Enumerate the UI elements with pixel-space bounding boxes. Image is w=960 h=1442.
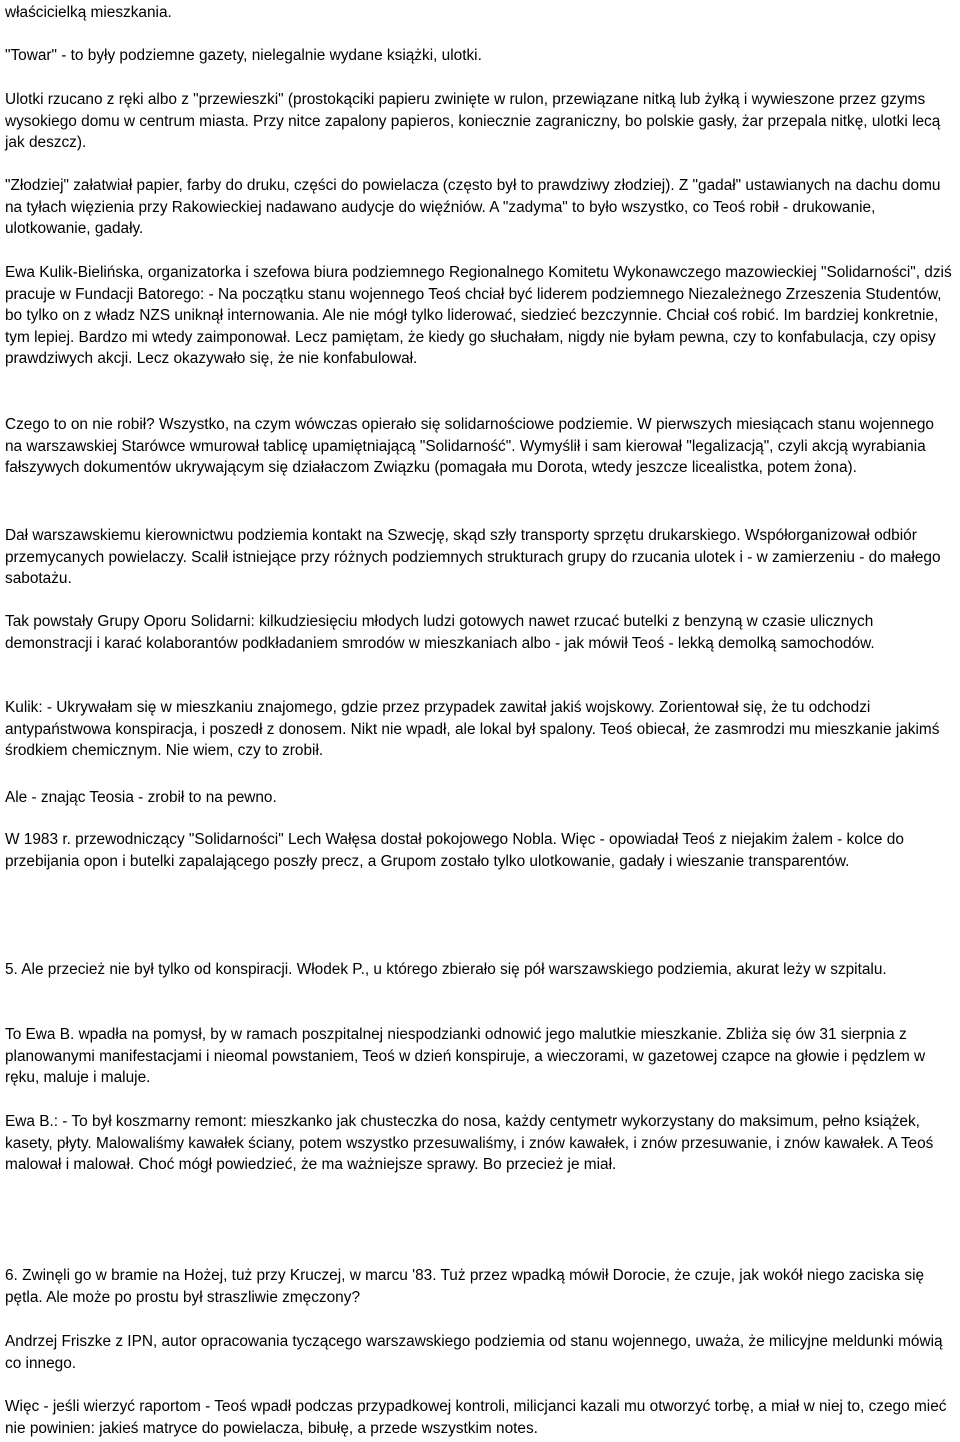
paragraph-14: Ewa B.: - To był koszmarny remont: mieszkanko jak chusteczka do nosa, każdy centymetr wykorzystany do maksimum, pełno książek, kasety, płyty. Malowaliśmy kawałek ściany, potem wszystko przesuwaliśmy, i znów kawałek, i znów przesuwanie, i znów kawałek. A Teoś malował i malował. Choć mógł powiedzieć, że ma ważniejsze sprawy. Bo przecież je miał. [5, 1113, 934, 1174]
paragraph-6: Czego to on nie robił? Wszystko, na czym wówczas opierało się solidarnościowe podziemie. W pierwszych miesiącach stanu wojennego na warszawskiej Starówce wmurował tablicę upamiętniającą "Solidarność". Wymyślił i sam kierował "legalizacją", czyli akcją wyrabiania fałszywych dokumentów ukrywającym się działaczom Związku (pomagała mu Dorota, wtedy jeszcze licealistka, potem żona). [5, 416, 934, 477]
paragraph-5: Ewa Kulik-Bielińska, organizatorka i szefowa biura podziemnego Regionalnego Komitetu Wykonawczego mazowieckiej "Solidarności", dziś pracuje w Fundacji Batorego: - Na początku stanu wojennego Teoś chciał być liderem podziemnego Niezależnego Zrzeszenia Studentów, bo tylko on z władz NZS uniknął internowania. Ale nie mógł tylko liderować, siedzieć bezczynnie. Chciał coś robić. Im bardziej konkretnie, tym lepiej. Bardzo mi wtedy zaimponował. Lecz pamiętam, że kiedy go słuchałam, nigdy nie byłam pewna, czy to konfabulacja, czy opisy prawdziwych akcji. Lecz okazywało się, że nie konfabulował. [5, 264, 952, 368]
paragraph-17: Więc - jeśli wierzyć raportom - Teoś wpadł podczas przypadkowej kontroli, milicjanci kazali mu otworzyć torbę, a miał w niej to, czego mieć nie powinien: jakieś matryce do powielacza, bibułę, a przede wszystkim notes. [5, 1398, 947, 1437]
paragraph-3: Ulotki rzucano z ręki albo z "przewieszki" (prostokąciki papieru zwinięte w rulon, przewiązane nitką lub żyłką i wywieszone przez gzyms wysokiego domu w centrum miasta. Przy nitce zapalony papieros, koniecznie zagraniczny, bo polskie gasły, żar przepala nitkę, ulotki lecą jak deszcz). [5, 91, 941, 152]
paragraph-9: Kulik: - Ukrywałam się w mieszkaniu znajomego, gdzie przez przypadek zawitał jakiś wojskowy. Zorientował się, że tu odchodzi antypaństwowa konspiracja, i poszedł z donosem. Nikt nie wpadł, ale lokal był spalony. Teoś obiecał, że zasmrodzi mu mieszkanie jakimś środkiem chemicznym. Nie wiem, czy to zrobił. [5, 699, 940, 760]
paragraph-7: Dał warszawskiemu kierownictwu podziemia kontakt na Szwecję, skąd szły transporty sprzętu drukarskiego. Współorganizował odbiór przemycanych powielaczy. Scalił istniejące przy różnych podziemnych strukturach grupy do rzucania ulotek i - w zamierzeniu - do małego sabotażu. [5, 527, 941, 588]
paragraph-15: 6. Zwinęli go w bramie na Hożej, tuż przy Kruczej, w marcu '83. Tuż przez wpadką mówił Dorocie, że czuje, jak wokół niego zaciska się pętla. Ale może po prostu był straszliwie zmęczony? [5, 1267, 925, 1306]
paragraph-13: To Ewa B. wpadła na pomysł, by w ramach poszpitalnej niespodzianki odnowić jego malutkie mieszkanie. Zbliża się ów 31 sierpnia z planowanymi manifestacjami i nieomal powstaniem, Teoś w dzień konspiruje, a wieczorami, w gazetowej czapce na głowie i pędzlem w ręku, maluje i maluje. [5, 1026, 926, 1087]
paragraph-1: właścicielką mieszkania. [5, 4, 172, 21]
paragraph-11: W 1983 r. przewodniczący "Solidarności" Lech Wałęsa dostał pokojowego Nobla. Więc - opowiadał Teoś z niejakim żalem - kolce do przebijania opon i butelki zapalającego poszły precz, a Grupom zostało tylko ulotkowanie, gadały i wieszanie transparentów. [5, 831, 904, 870]
paragraph-2: "Towar" - to były podziemne gazety, nielegalnie wydane książki, ulotki. [5, 47, 482, 64]
paragraph-8: Tak powstały Grupy Oporu Solidarni: kilkudziesięciu młodych ludzi gotowych nawet rzucać butelki z benzyną w czasie ulicznych demonstracji i karać kolaborantów podkładaniem smrodów w mieszkaniach albo - jak mówił Teoś - lekką demolką samochodów. [5, 613, 875, 652]
paragraph-10: Ale - znając Teosia - zrobił to na pewno. [5, 789, 277, 806]
paragraph-12: 5. Ale przecież nie był tylko od konspiracji. Włodek P., u którego zbierało się pół warszawskiego podziemia, akurat leży w szpitalu. [5, 961, 887, 978]
paragraph-16: Andrzej Friszke z IPN, autor opracowania tyczącego warszawskiego podziemia od stanu wojennego, uważa, że milicyjne meldunki mówią co innego. [5, 1333, 943, 1372]
paragraph-4: "Złodziej" załatwiał papier, farby do druku, części do powielacza (często był to prawdziwy złodziej). Z "gadał" ustawianych na dachu domu na tyłach więzienia przy Rakowieckiej nadawano audycje do więźniów. A "zadyma" to było wszystko, co Teoś robił - drukowanie, ulotkowanie, gadały. [5, 177, 941, 238]
